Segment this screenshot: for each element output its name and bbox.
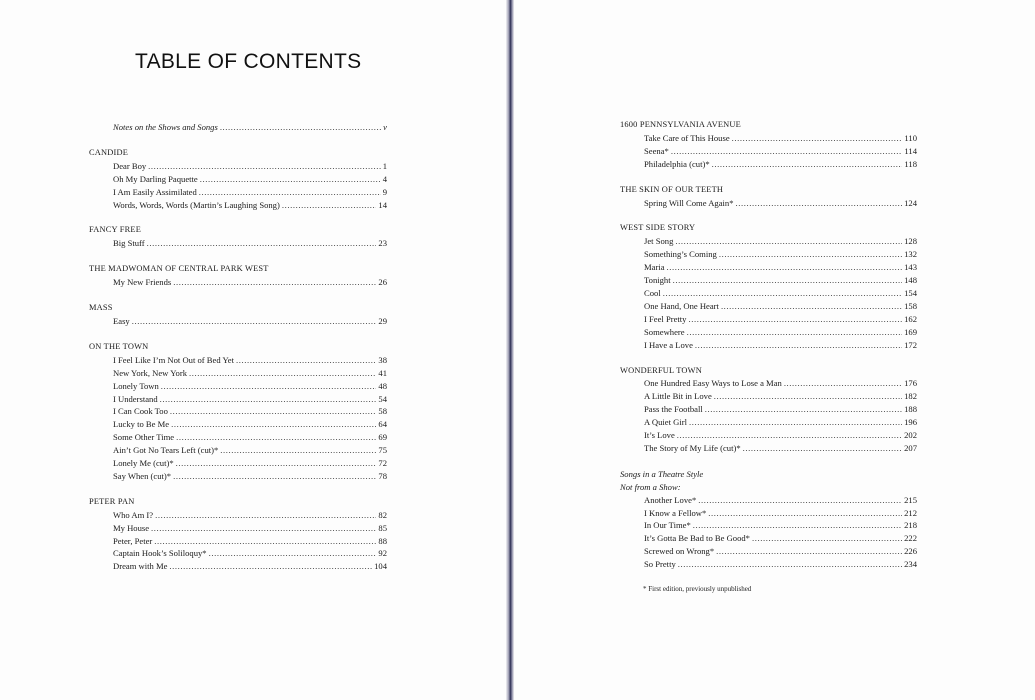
entry-page: 48 bbox=[378, 380, 387, 391]
entry-title: Lonely Town bbox=[113, 380, 159, 391]
toc-entry[interactable] bbox=[620, 377, 917, 390]
entry-title: I Am Easily Assimilated bbox=[113, 186, 197, 197]
dot-leader bbox=[743, 442, 902, 455]
entry-title: Jet Song bbox=[644, 236, 674, 247]
toc-entry[interactable] bbox=[89, 237, 387, 250]
dot-leader bbox=[170, 405, 377, 418]
entry-title: Dream with Me bbox=[113, 561, 168, 572]
entry-page: 9 bbox=[382, 186, 387, 197]
dot-leader bbox=[151, 522, 376, 535]
entry-page: 38 bbox=[378, 354, 387, 365]
entry-title: Seena* bbox=[644, 145, 669, 156]
entry-title: Philadelphia (cut)* bbox=[644, 158, 710, 169]
dot-leader bbox=[736, 197, 903, 210]
toc-entry[interactable] bbox=[89, 380, 387, 393]
toc-entry[interactable] bbox=[620, 145, 917, 158]
section-gap bbox=[620, 352, 917, 365]
entry-page: 143 bbox=[904, 262, 917, 273]
entry-page: 218 bbox=[904, 520, 917, 531]
entry-page: 104 bbox=[374, 561, 387, 572]
dot-leader bbox=[687, 326, 903, 339]
toc-entry[interactable] bbox=[89, 444, 387, 457]
entry-page: 158 bbox=[904, 300, 917, 311]
dot-leader bbox=[675, 235, 902, 248]
entry-title: In Our Time* bbox=[644, 520, 691, 531]
dot-leader bbox=[677, 429, 902, 442]
entry-title: Easy bbox=[113, 315, 130, 326]
entry-title: A Little Bit in Love bbox=[644, 391, 712, 402]
entry-title: Somewhere bbox=[644, 326, 685, 337]
entry-title: I Have a Love bbox=[644, 339, 693, 350]
toc-entry[interactable] bbox=[620, 261, 917, 274]
toc-entry[interactable] bbox=[89, 173, 387, 186]
front-matter-entry[interactable] bbox=[89, 121, 387, 134]
dot-leader bbox=[732, 132, 903, 145]
entry-page: 176 bbox=[904, 378, 917, 389]
dot-leader bbox=[667, 261, 903, 274]
dot-leader bbox=[698, 494, 902, 507]
entry-title: I Know a Fellow* bbox=[644, 507, 707, 518]
dot-leader bbox=[705, 403, 902, 416]
entry-page: 78 bbox=[378, 470, 387, 481]
entry-title: Lonely Me (cut)* bbox=[113, 458, 174, 469]
entry-page: 1 bbox=[382, 160, 387, 171]
dot-leader bbox=[220, 444, 376, 457]
toc-entry[interactable] bbox=[620, 197, 917, 210]
dot-leader bbox=[148, 160, 381, 173]
toc-entry[interactable] bbox=[89, 522, 387, 535]
entry-page: 92 bbox=[378, 548, 387, 559]
entry-title: The Story of My Life (cut)* bbox=[644, 442, 741, 453]
entry-page: 75 bbox=[378, 445, 387, 456]
toc-entry[interactable] bbox=[620, 339, 917, 352]
entry-title: I Understand bbox=[113, 393, 158, 404]
entry-page: 154 bbox=[904, 287, 917, 298]
toc-entry[interactable] bbox=[89, 457, 387, 470]
section-gap bbox=[620, 209, 917, 222]
entry-title: I Feel Like I’m Not Out of Bed Yet bbox=[113, 354, 235, 365]
entry-title: Dear Boy bbox=[113, 160, 147, 171]
entry-page: 188 bbox=[904, 404, 917, 415]
dot-leader bbox=[678, 558, 902, 571]
entry-page: 148 bbox=[904, 275, 917, 286]
section-gap bbox=[89, 483, 387, 496]
show-heading: ON THE TOWN bbox=[89, 341, 149, 351]
entry-page: 58 bbox=[378, 406, 387, 417]
entry-page: 226 bbox=[904, 546, 917, 557]
dot-leader bbox=[721, 300, 902, 313]
entry-page: 4 bbox=[382, 173, 387, 184]
toc-entry[interactable] bbox=[620, 519, 917, 532]
entry-page: 202 bbox=[904, 430, 917, 441]
entry-page: 234 bbox=[904, 559, 917, 570]
toc-entry[interactable] bbox=[89, 418, 387, 431]
entry-page: v bbox=[383, 122, 387, 132]
entry-page: 212 bbox=[904, 507, 917, 518]
section-gap bbox=[620, 455, 917, 468]
theatre-style-subheading: Not from a Show: bbox=[620, 481, 681, 492]
dot-leader bbox=[209, 547, 377, 560]
entry-title: My New Friends bbox=[113, 277, 172, 288]
show-heading: CANDIDE bbox=[89, 147, 129, 157]
toc-entry[interactable] bbox=[89, 199, 387, 212]
show-heading: THE SKIN OF OUR TEETH bbox=[620, 184, 724, 194]
toc-entry[interactable] bbox=[620, 429, 917, 442]
entry-title: Words, Words, Words (Martin’s Laughing Song) bbox=[113, 199, 280, 210]
show-heading: MASS bbox=[89, 303, 113, 313]
toc-entry[interactable] bbox=[620, 532, 917, 545]
entry-title: Another Love* bbox=[644, 494, 697, 505]
entry-title: Ain’t Got No Tears Left (cut)* bbox=[113, 445, 219, 456]
left-sections bbox=[89, 134, 387, 573]
dot-leader bbox=[688, 313, 902, 326]
footnote: * First edition, previously unpublished bbox=[643, 585, 752, 593]
toc-entry[interactable] bbox=[89, 431, 387, 444]
dot-leader bbox=[282, 199, 377, 212]
entry-title: One Hundred Easy Ways to Lose a Man bbox=[644, 378, 782, 389]
entry-page: 72 bbox=[378, 458, 387, 469]
entry-page: 69 bbox=[378, 432, 387, 443]
dot-leader bbox=[173, 276, 376, 289]
entry-page: 162 bbox=[904, 313, 917, 324]
entry-page: 41 bbox=[378, 367, 387, 378]
entry-title: Big Stuff bbox=[113, 238, 145, 249]
entry-title: I Feel Pretty bbox=[644, 313, 687, 324]
toc-left-column bbox=[89, 121, 387, 573]
theatre-style-heading: Songs in a Theatre Style bbox=[620, 468, 704, 479]
toc-entry[interactable] bbox=[89, 276, 387, 289]
entry-title: My House bbox=[113, 522, 150, 533]
entry-page: 23 bbox=[378, 238, 387, 249]
dot-leader bbox=[663, 287, 902, 300]
section-gap bbox=[89, 289, 387, 302]
section-gap bbox=[89, 250, 387, 263]
theatre-style-songs bbox=[620, 494, 917, 571]
entry-page: 110 bbox=[904, 132, 917, 143]
entry-title: Say When (cut)* bbox=[113, 470, 172, 481]
toc-entry[interactable] bbox=[89, 367, 387, 380]
entry-page: 64 bbox=[378, 419, 387, 430]
show-heading: PETER PAN bbox=[89, 496, 135, 506]
entry-title: Oh My Darling Paquette bbox=[113, 173, 198, 184]
dot-leader bbox=[752, 532, 902, 545]
entry-page: 14 bbox=[378, 199, 387, 210]
toc-entry[interactable] bbox=[620, 158, 917, 171]
toc-entry[interactable] bbox=[89, 509, 387, 522]
entry-title: Some Other Time bbox=[113, 432, 175, 443]
dot-leader bbox=[160, 393, 377, 406]
toc-entry[interactable] bbox=[620, 545, 917, 558]
entry-title: Tonight bbox=[644, 275, 671, 286]
dot-leader bbox=[784, 377, 902, 390]
entry-page: 196 bbox=[904, 417, 917, 428]
dot-leader bbox=[719, 248, 902, 261]
section-gap bbox=[89, 328, 387, 341]
show-heading: WONDERFUL TOWN bbox=[620, 365, 702, 375]
toc-entry[interactable] bbox=[89, 405, 387, 418]
dot-leader bbox=[689, 416, 902, 429]
toc-entry[interactable] bbox=[620, 390, 917, 403]
toc-entry[interactable] bbox=[620, 274, 917, 287]
dot-leader bbox=[695, 339, 902, 352]
entry-title: Notes on the Shows and Songs bbox=[113, 122, 218, 132]
entry-title: Maria bbox=[644, 262, 665, 273]
toc-entry[interactable] bbox=[620, 558, 917, 571]
entry-page: 85 bbox=[378, 522, 387, 533]
dot-leader bbox=[693, 519, 902, 532]
toc-entry[interactable] bbox=[89, 186, 387, 199]
section-gap bbox=[89, 134, 387, 147]
dot-leader bbox=[171, 418, 376, 431]
dot-leader bbox=[673, 274, 902, 287]
toc-entry[interactable] bbox=[620, 132, 917, 145]
toc-entry[interactable] bbox=[620, 287, 917, 300]
dot-leader bbox=[161, 380, 377, 393]
entry-title: So Pretty bbox=[644, 559, 676, 570]
dot-leader bbox=[147, 237, 377, 250]
entry-page: 222 bbox=[904, 533, 917, 544]
dot-leader bbox=[154, 535, 376, 548]
toc-entry[interactable] bbox=[89, 535, 387, 548]
show-heading: THE MADWOMAN OF CENTRAL PARK WEST bbox=[89, 264, 269, 274]
entry-page: 82 bbox=[378, 509, 387, 520]
toc-entry[interactable] bbox=[89, 393, 387, 406]
entry-page: 29 bbox=[378, 315, 387, 326]
right-sections bbox=[620, 119, 917, 455]
toc-entry[interactable] bbox=[620, 507, 917, 520]
entry-title: A Quiet Girl bbox=[644, 417, 687, 428]
dot-leader bbox=[220, 121, 381, 134]
entry-title: It’s Love bbox=[644, 430, 675, 441]
entry-title: Who Am I? bbox=[113, 509, 154, 520]
dot-leader bbox=[236, 354, 376, 367]
entry-page: 207 bbox=[904, 442, 917, 453]
toc-entry[interactable] bbox=[620, 326, 917, 339]
entry-title: Pass the Football bbox=[644, 404, 703, 415]
toc-entry[interactable] bbox=[89, 547, 387, 560]
dot-leader bbox=[176, 431, 376, 444]
dot-leader bbox=[200, 173, 381, 186]
entry-title: New York, New York bbox=[113, 367, 188, 378]
toc-entry[interactable] bbox=[620, 416, 917, 429]
show-heading: FANCY FREE bbox=[89, 225, 142, 235]
entry-title: Lucky to Be Me bbox=[113, 419, 170, 430]
toc-entry[interactable] bbox=[620, 313, 917, 326]
entry-title: Take Care of This House bbox=[644, 132, 730, 143]
dot-leader bbox=[189, 367, 376, 380]
dot-leader bbox=[173, 470, 376, 483]
entry-page: 132 bbox=[904, 249, 917, 260]
entry-page: 215 bbox=[904, 494, 917, 505]
toc-entry[interactable] bbox=[89, 315, 387, 328]
section-gap bbox=[620, 171, 917, 184]
entry-page: 169 bbox=[904, 326, 917, 337]
entry-title: One Hand, One Heart bbox=[644, 300, 719, 311]
dot-leader bbox=[714, 390, 902, 403]
page-title: TABLE OF CONTENTS bbox=[135, 50, 362, 73]
entry-title: Screwed on Wrong* bbox=[644, 546, 715, 557]
entry-title: Spring Will Come Again* bbox=[644, 197, 734, 208]
dot-leader bbox=[708, 507, 902, 520]
dot-leader bbox=[671, 145, 903, 158]
dot-leader bbox=[712, 158, 903, 171]
entry-title: Cool bbox=[644, 287, 661, 298]
dot-leader bbox=[155, 509, 376, 522]
dot-leader bbox=[169, 560, 372, 573]
entry-title: Something’s Coming bbox=[644, 249, 717, 260]
entry-title: It’s Gotta Be Bad to Be Good* bbox=[644, 533, 750, 544]
book-spine bbox=[506, 0, 514, 700]
entry-page: 182 bbox=[904, 391, 917, 402]
entry-page: 114 bbox=[904, 145, 917, 156]
entry-title: I Can Cook Too bbox=[113, 406, 168, 417]
toc-entry[interactable] bbox=[89, 470, 387, 483]
toc-entry[interactable] bbox=[620, 403, 917, 416]
toc-entry[interactable] bbox=[89, 354, 387, 367]
dot-leader bbox=[176, 457, 377, 470]
entry-page: 172 bbox=[904, 339, 917, 350]
toc-entry[interactable] bbox=[620, 248, 917, 261]
section-gap bbox=[89, 211, 387, 224]
entry-page: 88 bbox=[378, 535, 387, 546]
entry-page: 124 bbox=[904, 197, 917, 208]
entry-page: 128 bbox=[904, 236, 917, 247]
entry-page: 118 bbox=[904, 158, 917, 169]
toc-entry[interactable] bbox=[620, 442, 917, 455]
toc-entry[interactable] bbox=[89, 160, 387, 173]
show-heading: WEST SIDE STORY bbox=[620, 223, 696, 233]
entry-title: Peter, Peter bbox=[113, 535, 153, 546]
entry-page: 26 bbox=[378, 277, 387, 288]
show-heading: 1600 PENNSYLVANIA AVENUE bbox=[620, 120, 741, 129]
toc-entry[interactable] bbox=[620, 494, 917, 507]
entry-page: 54 bbox=[378, 393, 387, 404]
toc-entry[interactable] bbox=[89, 560, 387, 573]
toc-right-column bbox=[620, 119, 917, 571]
dot-leader bbox=[132, 315, 377, 328]
toc-entry[interactable] bbox=[620, 235, 917, 248]
dot-leader bbox=[199, 186, 381, 199]
dot-leader bbox=[716, 545, 902, 558]
entry-title: Captain Hook’s Soliloquy* bbox=[113, 548, 207, 559]
toc-entry[interactable] bbox=[620, 300, 917, 313]
